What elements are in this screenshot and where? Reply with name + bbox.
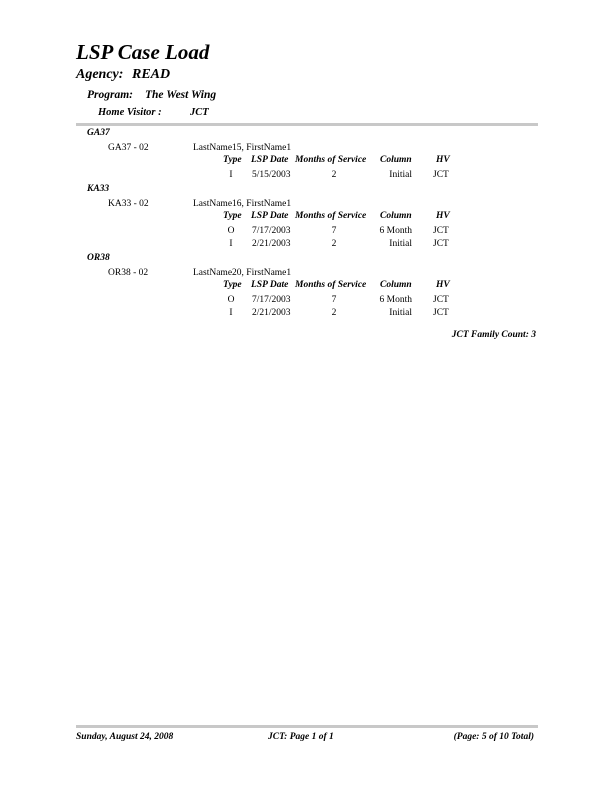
agency-label: Agency: [76, 67, 124, 82]
col-header-hv: HV [436, 211, 450, 221]
cell-months: 2 [331, 170, 337, 180]
cell-type: O [227, 295, 235, 305]
program-value: The West Wing [145, 89, 217, 101]
family-count: JCT Family Count: 3 [451, 330, 536, 340]
cell-column: Initial [389, 308, 412, 318]
cell-months: 7 [331, 226, 337, 236]
col-header-lsp-date: LSP Date [251, 155, 289, 165]
cell-type: I [229, 170, 233, 180]
program-label: Program: [87, 89, 133, 101]
case-id: KA33 - 02 [108, 199, 149, 209]
footer-total-pages: (Page: 5 of 10 Total) [453, 732, 534, 742]
cell-hv: JCT [433, 226, 449, 236]
cell-months: 2 [331, 308, 337, 318]
cell-type: O [227, 226, 235, 236]
cell-months: 2 [331, 239, 337, 249]
col-header-months: Months of Service [295, 211, 367, 221]
col-header-type: Type [223, 155, 242, 165]
col-header-type: Type [223, 211, 242, 221]
family-name: LastName20, FirstName1 [193, 268, 292, 278]
col-header-hv: HV [436, 155, 450, 165]
col-header-column: Column [380, 155, 412, 165]
cell-hv: JCT [433, 308, 449, 318]
col-header-column: Column [380, 280, 412, 290]
cell-lsp-date: 2/21/2003 [252, 308, 291, 318]
family-name: LastName15, FirstName1 [193, 143, 292, 153]
col-header-months: Months of Service [295, 280, 367, 290]
header-divider [76, 123, 538, 126]
home-visitor-label: Home Visitor : [98, 107, 162, 118]
home-visitor-value: JCT [190, 107, 209, 118]
family-name: LastName16, FirstName1 [193, 199, 292, 209]
cell-hv: JCT [433, 239, 449, 249]
agency-value: READ [132, 67, 171, 82]
report-title: LSP Case Load [76, 40, 210, 64]
col-header-months: Months of Service [295, 155, 367, 165]
col-header-lsp-date: LSP Date [251, 211, 289, 221]
case-id: OR38 - 02 [108, 268, 149, 278]
cell-type: I [229, 308, 233, 318]
cell-column: 6 Month [379, 295, 412, 305]
col-header-column: Column [380, 211, 412, 221]
cell-months: 7 [331, 295, 337, 305]
cell-column: Initial [389, 239, 412, 249]
cell-lsp-date: 2/21/2003 [252, 239, 291, 249]
cell-column: 6 Month [379, 226, 412, 236]
group-code: GA37 [87, 128, 110, 138]
cell-lsp-date: 7/17/2003 [252, 295, 291, 305]
col-header-type: Type [223, 280, 242, 290]
cell-hv: JCT [433, 295, 449, 305]
footer-date: Sunday, August 24, 2008 [76, 732, 174, 742]
group-code: OR38 [87, 253, 110, 263]
cell-hv: JCT [433, 170, 449, 180]
cell-lsp-date: 7/17/2003 [252, 226, 291, 236]
group-code: KA33 [87, 184, 110, 194]
footer-divider [76, 725, 538, 728]
case-id: GA37 - 02 [108, 143, 149, 153]
cell-lsp-date: 5/15/2003 [252, 170, 291, 180]
col-header-hv: HV [436, 280, 450, 290]
col-header-lsp-date: LSP Date [251, 280, 289, 290]
cell-column: Initial [389, 170, 412, 180]
cell-type: I [229, 239, 233, 249]
footer-page: JCT: Page 1 of 1 [268, 732, 334, 742]
